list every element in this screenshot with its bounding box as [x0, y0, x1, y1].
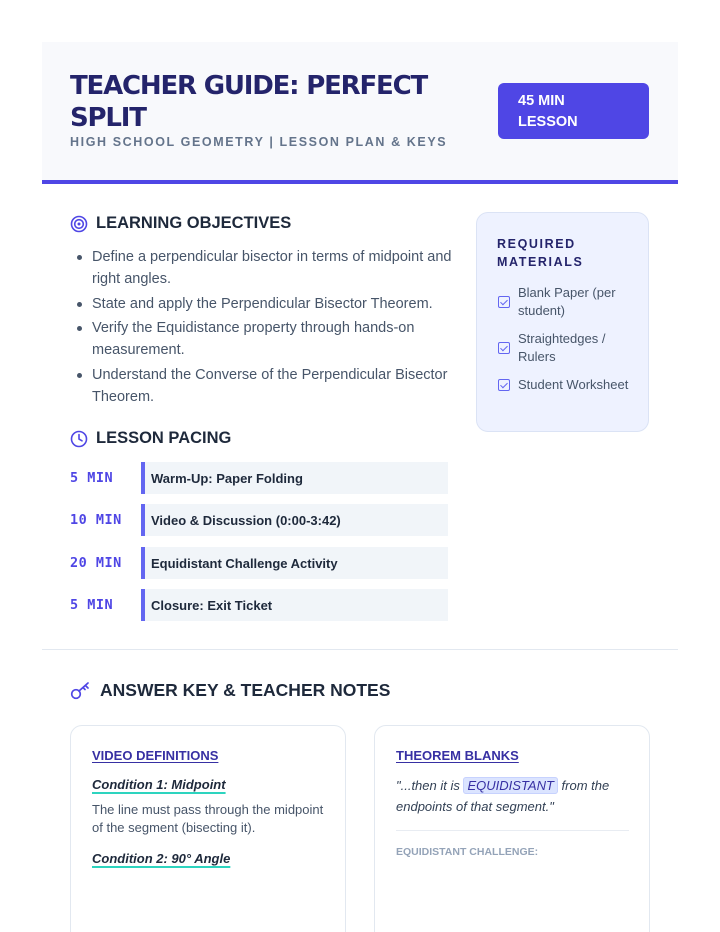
blank-answer: EQUIDISTANT: [463, 777, 557, 794]
key-icon: [70, 681, 92, 701]
material-item: [498, 376, 638, 394]
material-label: Blank Paper (per student): [518, 285, 616, 318]
page-subtitle: HIGH SCHOOL GEOMETRY | LESSON PLAN & KEYS: [70, 135, 448, 149]
theorem-blanks-card: [374, 725, 650, 932]
clock-icon: [70, 430, 88, 448]
card-heading: THEOREM BLANKS: [396, 748, 519, 763]
objectives-heading-text: LEARNING OBJECTIVES: [96, 214, 292, 232]
pacing-row: [70, 462, 448, 494]
pacing-activity: Video & Discussion (0:00-3:42): [141, 504, 448, 536]
condition-text: The line must pass through the midpoint of the segment (bisecting it).: [92, 802, 324, 835]
header-rule: [42, 180, 678, 184]
condition-title: Condition 2: 90° Angle: [92, 851, 231, 866]
objective-item: Understand the Converse of the Perpendicular Bisector Theorem.: [70, 364, 460, 408]
pacing-time: 10 MIN: [70, 512, 122, 528]
page-title: TEACHER GUIDE: PERFECT SPLIT: [70, 71, 427, 133]
pacing-heading-text: LESSON PACING: [96, 429, 232, 447]
material-label: Student Worksheet: [518, 377, 629, 392]
card-divider: [396, 830, 629, 831]
pacing-heading: [70, 429, 231, 448]
quote-end: from the endpoints of that segment.": [396, 778, 610, 814]
pacing-row: [70, 504, 448, 536]
material-item: [498, 330, 638, 366]
pacing-activity: Closure: Exit Ticket: [141, 589, 448, 621]
theorem-quote: [396, 775, 636, 817]
header: [42, 42, 678, 180]
material-label: Straightedges / Rulers: [518, 331, 606, 364]
video-definitions-card: [70, 725, 346, 932]
pacing-row: [70, 589, 448, 621]
quote-start: "...then it is: [396, 778, 464, 793]
objective-item: State and apply the Perpendicular Bisector Theorem.: [70, 293, 460, 315]
objectives-heading: [70, 214, 291, 233]
lesson-plan-page: [42, 42, 678, 932]
material-item: [498, 284, 638, 320]
badge-duration: 45 MIN: [518, 93, 565, 109]
objective-item: Define a perpendicular bisector in terms of midpoint and right angles.: [70, 246, 460, 290]
target-icon: [70, 215, 88, 233]
pacing-time: 20 MIN: [70, 555, 122, 571]
pacing-time: 5 MIN: [70, 597, 114, 613]
card-heading: VIDEO DEFINITIONS: [92, 748, 219, 763]
checkbox-icon: [498, 296, 510, 308]
objectives-list: [70, 246, 460, 410]
pacing-activity: Equidistant Challenge Activity: [141, 547, 448, 579]
challenge-label: EQUIDISTANT CHALLENGE:: [396, 846, 539, 858]
pacing-activity: Warm-Up: Paper Folding: [141, 462, 448, 494]
pacing-time: 5 MIN: [70, 470, 114, 486]
duration-badge: [498, 83, 649, 139]
materials-panel: [476, 212, 649, 432]
checkbox-icon: [498, 379, 510, 391]
badge-label: LESSON: [518, 114, 578, 130]
objective-item: Verify the Equidistance property through hands-on measurement.: [70, 317, 460, 361]
answer-key-heading-text: ANSWER KEY & TEACHER NOTES: [100, 680, 391, 700]
checkbox-icon: [498, 342, 510, 354]
pacing-row: [70, 547, 448, 579]
materials-heading: REQUIRED MATERIALS: [497, 237, 584, 269]
answer-key-heading: [70, 680, 390, 701]
section-divider: [42, 649, 678, 650]
condition-title: Condition 1: Midpoint: [92, 777, 226, 792]
